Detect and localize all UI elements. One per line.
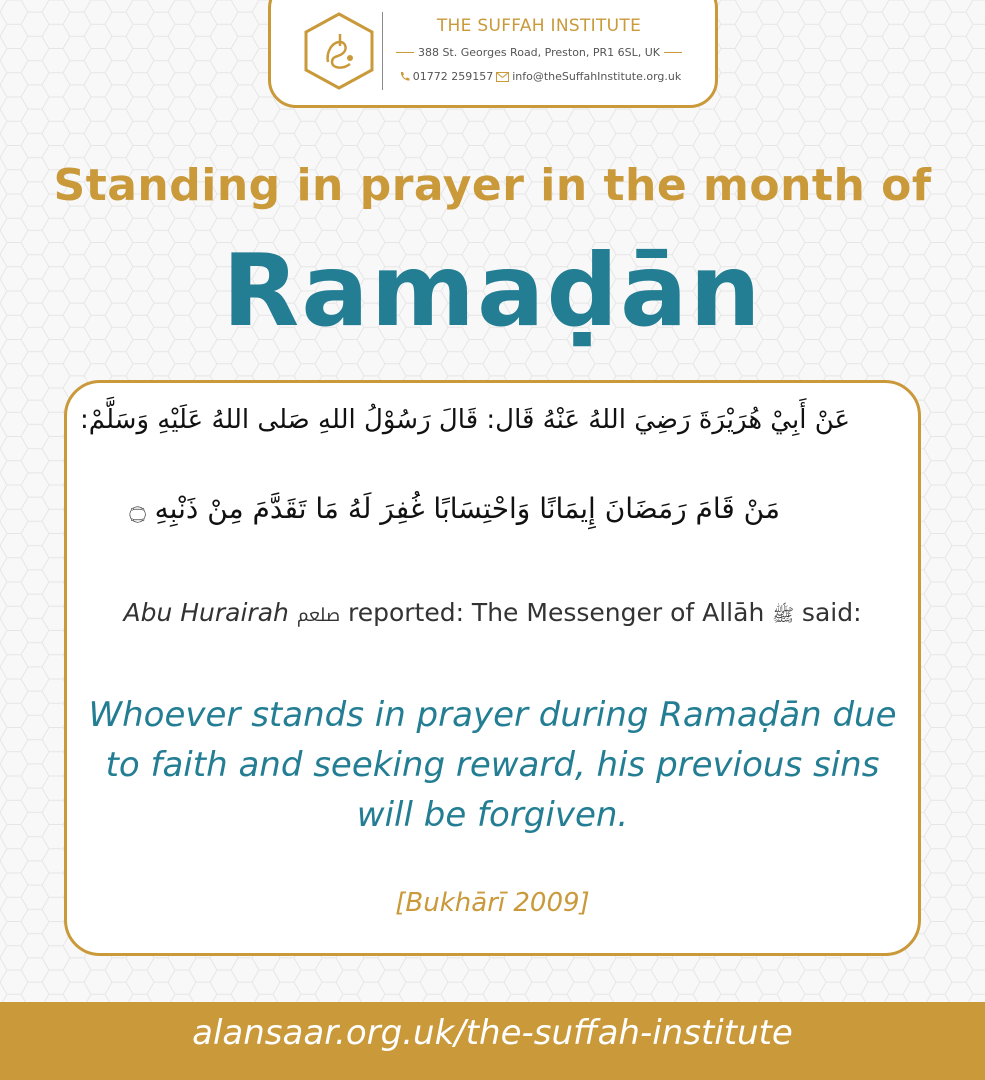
hadith-reference: [Bukhārī 2009]	[395, 888, 590, 918]
arabic-hadith-line: مَنْ قَامَ رَمَضَانَ إِيمَانًا وَاحْتِسَابًا غُفِرَ لَهُ مَا تَقَدَّمَ مِنْ ذَنْبِهِ ۝	[129, 492, 780, 525]
hexagon-calligraphy-logo-icon	[302, 12, 376, 90]
email-address: info@theSuffahInstitute.org.uk	[512, 70, 682, 83]
email-icon	[496, 72, 509, 82]
address-rule-right	[664, 52, 682, 53]
reported-text: reported: The Messenger of Allāh	[340, 598, 773, 627]
hadith-translation: Whoever stands in prayer during Ramaḍān due to faith and seeking reward, his previous sins will be forgiven.	[88, 695, 897, 835]
phone-icon	[399, 71, 410, 82]
contact-row	[390, 70, 690, 83]
narrator-name: Abu Hurairah	[123, 598, 289, 627]
narrator-honorific: ﷵ	[296, 605, 341, 626]
title-line-1: Standing in prayer in the month of	[53, 160, 932, 211]
arabic-isnad-line: عَنْ أَبِيْ هُرَيْرَةَ رَضِيَ اللهُ عَنْهُ قَال: قَالَ رَسُوْلُ اللهِ صَلى اللهُ عَلَيْهِ وَسَلَّمْ:	[80, 405, 850, 435]
title-line-2: Ramaḍān	[222, 232, 763, 349]
address-rule-left	[396, 52, 414, 53]
prophet-honorific: ﷺ	[772, 605, 794, 626]
said-text: said:	[793, 598, 862, 627]
organization-name: THE SUFFAH INSTITUTE	[436, 16, 642, 36]
narrator-line	[66, 598, 919, 633]
header-divider	[382, 12, 383, 90]
phone-number: 01772 259157	[412, 70, 494, 83]
footer-url: alansaar.org.uk/the-suffah-institute	[192, 1013, 793, 1053]
hadith-card	[64, 380, 921, 956]
address-row	[390, 46, 688, 59]
address-text: 388 St. Georges Road, Preston, PR1 6SL, UK	[417, 46, 661, 59]
